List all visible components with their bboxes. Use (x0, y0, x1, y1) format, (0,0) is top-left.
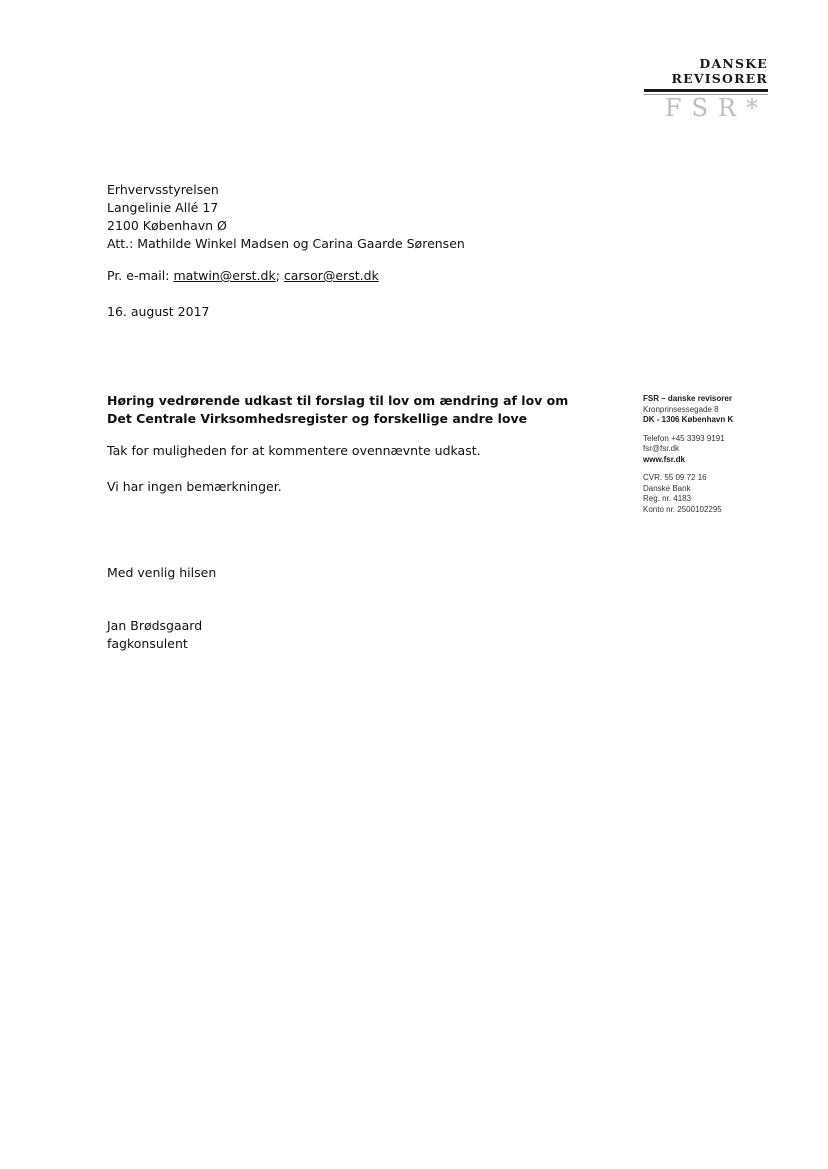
signature-block (107, 617, 202, 653)
recipient-att: Att.: Mathilde Winkel Madsen og Carina Gaarde Sørensen (107, 236, 465, 251)
sender-phone: Telefon +45 3393 9191 (643, 433, 725, 443)
email-line (107, 268, 379, 283)
logo-line-revisorer: REVISORER (671, 71, 768, 86)
body-paragraph-1: Tak for muligheden for at kommentere ovennævnte udkast. (107, 443, 481, 458)
letter-subject: Høring vedrørende udkast til forslag til lov om ændring af lov om Det Centrale Virksomhedsregister og forskellige andre love (107, 393, 569, 426)
sender-cvr: CVR. 55 09 72 16 (643, 473, 707, 482)
recipient-city: 2100 København Ø (107, 218, 227, 233)
closing-greeting: Med venlig hilsen (107, 565, 217, 580)
email-link-carsor[interactable]: carsor@erst.dk (283, 268, 379, 283)
sender-web: www.fsr.dk (643, 454, 685, 464)
email-separator: ; (275, 268, 280, 283)
signer-name: Jan Brødsgaard (107, 618, 203, 633)
signer-title: fagkonsulent (107, 636, 188, 651)
sender-info-sidebar (643, 394, 763, 515)
recipient-street: Langelinie Allé 17 (107, 200, 219, 215)
recipient-org: Erhvervsstyrelsen (107, 182, 219, 197)
logo-rule (644, 89, 768, 92)
email-prefix: Pr. e-mail: (107, 268, 170, 283)
sender-bank: Danske Bank (643, 483, 691, 493)
sender-konto: Konto nr. 2500102295 (643, 504, 722, 514)
spacer (643, 426, 763, 434)
sender-street: Kronprinsessegade 8 (643, 404, 719, 414)
body-paragraph-2: Vi har ingen bemærkninger. (107, 479, 282, 494)
fsr-logo (628, 56, 768, 122)
spacer (643, 465, 763, 473)
sender-city: DK - 1306 København K (643, 415, 734, 424)
sender-reg: Reg. nr. 4183 (643, 494, 692, 503)
sender-name: FSR – danske revisorer (643, 394, 732, 403)
logo-line-danske: DANSKE (699, 56, 768, 71)
sender-email: fsr@fsr.dk (643, 444, 680, 453)
logo-fsr-mark: FSR* (664, 94, 768, 122)
email-link-matwin[interactable]: matwin@erst.dk (173, 268, 276, 283)
recipient-address (107, 181, 465, 253)
letter-date: 16. august 2017 (107, 304, 210, 319)
